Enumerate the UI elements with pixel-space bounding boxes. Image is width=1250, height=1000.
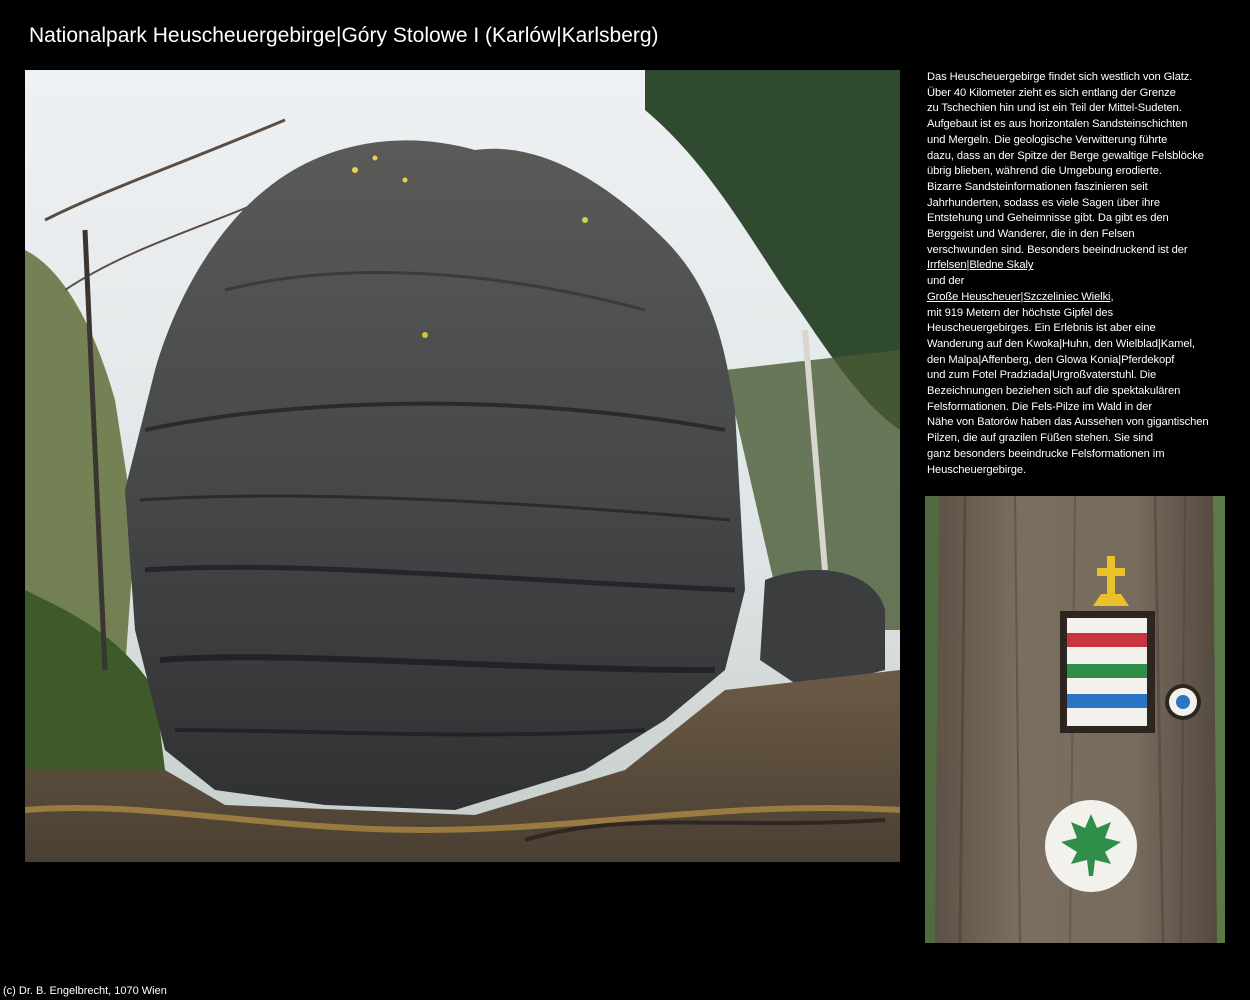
description-line: Felsformationen. Die Fels-Pilze im Wald in der bbox=[927, 400, 1153, 413]
description-line: zu Tschechien hin und ist ein Teil der Mittel-Sudeten. bbox=[927, 102, 1182, 115]
trail-marker-photo bbox=[925, 496, 1225, 943]
copyright-footer: (c) Dr. B. Engelbrecht, 1070 Wien bbox=[3, 985, 167, 997]
description-line: Heuscheuergebirge. bbox=[927, 463, 1026, 476]
description-line: Berggeist und Wanderer, die in den Felsen bbox=[927, 228, 1135, 241]
description-line: Entstehung und Geheimnisse gibt. Da gibt es den bbox=[927, 212, 1169, 225]
description-line: Wanderung auf den Kwoka|Huhn, den Wielblad|Kamel, bbox=[927, 337, 1195, 350]
rock-formation-photo bbox=[25, 70, 900, 862]
description-line: mit 919 Metern der höchste Gipfel des bbox=[927, 306, 1113, 319]
page-title: Nationalpark Heuscheuergebirge|Góry Stolowe I (Karlów|Karlsberg) bbox=[29, 24, 659, 47]
irrfelsen-link[interactable]: Irrfelsen|Bledne Skaly bbox=[927, 259, 1034, 272]
description-line: Bezeichnungen beziehen sich auf die spektakulären bbox=[927, 385, 1181, 398]
description-line: Heuscheuergebirges. Ein Erlebnis ist aber eine bbox=[927, 322, 1156, 335]
description-line: Bizarre Sandsteinformationen faszinieren seit bbox=[927, 180, 1148, 193]
description-line: Jahrhunderten, sodass es viele Sagen über ihre bbox=[927, 196, 1160, 209]
description-line: ganz besonders beeindrucke Felsformationen im bbox=[927, 447, 1165, 460]
description-line: und zum Fotel Pradziada|Urgroßvaterstuhl. Die bbox=[927, 369, 1157, 382]
description-line: übrig blieben, während die Umgebung erodierte. bbox=[927, 165, 1162, 178]
description-line: Pilzen, die auf grazilen Füßen stehen. Sie sind bbox=[927, 432, 1154, 445]
description-line: den Malpa|Affenberg, den Glowa Konia|Pferdekopf bbox=[927, 353, 1175, 366]
description-line: dazu, dass an der Spitze der Berge gewaltige Felsblöcke bbox=[927, 149, 1204, 162]
grosse-heuscheuer-link[interactable]: Große Heuscheuer|Szczeliniec Wielki, bbox=[927, 290, 1114, 303]
description-line: Das Heuscheuergebirge findet sich westlich von Glatz. bbox=[927, 71, 1193, 83]
description-line: verschwunden sind. Besonders beeindruckend ist der bbox=[927, 243, 1188, 256]
description-line: Über 40 Kilometer zieht es sich entlang der Grenze bbox=[927, 86, 1176, 99]
description-line: und Mergeln. Die geologische Verwitterung führte bbox=[927, 133, 1168, 146]
description-line: Aufgebaut ist es aus horizontalen Sandsteinschichten bbox=[927, 118, 1188, 131]
description bbox=[927, 70, 1245, 478]
description-line: und der bbox=[927, 275, 965, 288]
description-line: Nähe von Batorów haben das Aussehen von gigantischen bbox=[927, 416, 1209, 429]
